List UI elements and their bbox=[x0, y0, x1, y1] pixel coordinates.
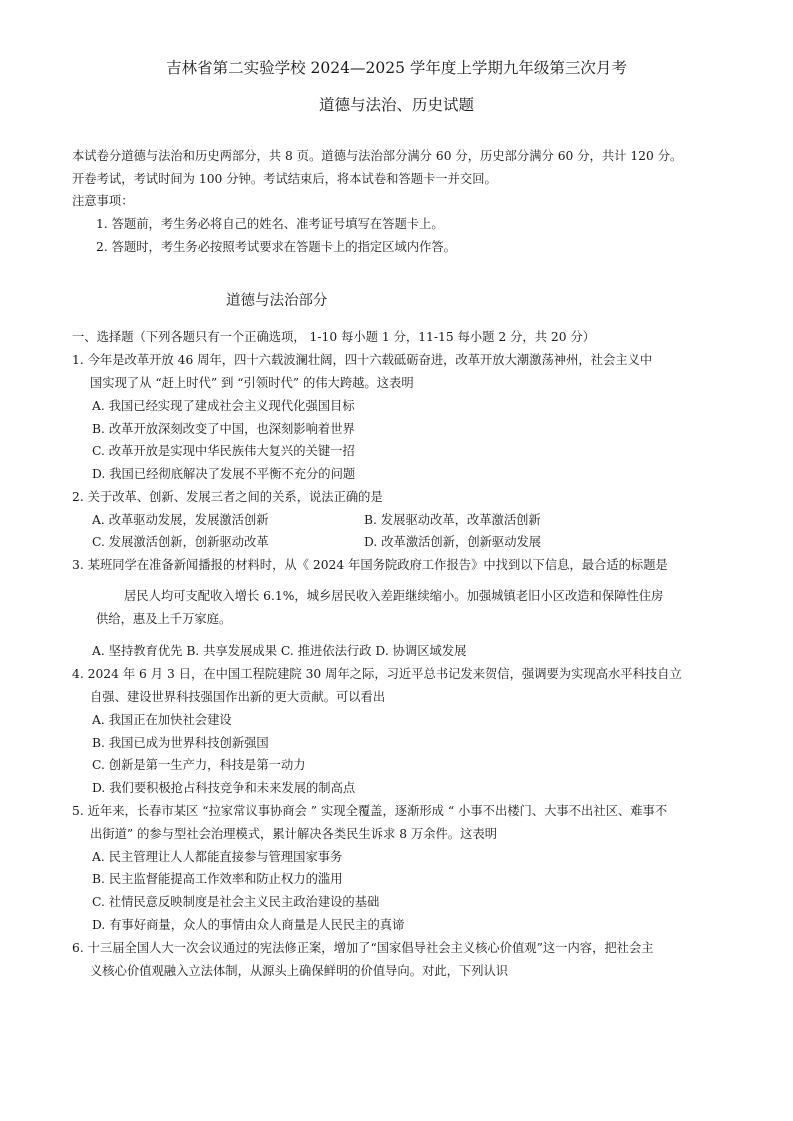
option: B. 我国已成为世界科技创新强国 bbox=[92, 736, 269, 750]
exam-title: 吉林省第二实验学校 2024—2025 学年度上学期九年级第三次月考 bbox=[166, 59, 627, 77]
question-stem: 4. 2024 年 6 月 3 日，在中国工程院建院 30 周年之际，习近平总书记发来贺信，强调要为实现高水平科技自立 bbox=[72, 667, 682, 681]
option: B. 改革开放深刻改变了中国，也深刻影响着世界 bbox=[92, 422, 355, 436]
option: B. 发展驱动改革，改革激活创新 bbox=[364, 513, 541, 527]
option: D. 改革激活创新，创新驱动发展 bbox=[364, 535, 542, 549]
question-stem: 义核心价值观融入立法体制，从源头上确保鲜明的价值导向。对此，下列认识 bbox=[90, 964, 509, 978]
question-stem: 3. 某班同学在准备新闻播报的材料时，从《 2024 年国务院政府工作报告》中找到以下信息，最合适的标题是 bbox=[72, 558, 668, 572]
question-stem: 出街道” 的参与型社会治理模式，累计解决各类民生诉求 8 万余件。这表明 bbox=[90, 827, 498, 841]
option-line: A. 坚持教育优先 B. 共享发展成果 C. 推进依法行政 D. 协调区域发展 bbox=[92, 644, 467, 658]
notice-item: 1. 答题前，考生务必将自己的姓名、准考证号填写在答题卡上。 bbox=[96, 217, 444, 231]
notice-label: 注意事项： bbox=[72, 194, 134, 208]
material-text: 供给，惠及上千万家庭。 bbox=[96, 612, 232, 626]
option: B. 民主监督能提高工作效率和防止权力的滥用 bbox=[92, 872, 343, 886]
notice-item: 2. 答题时，考生务必按照考试要求在答题卡上的指定区域内作答。 bbox=[96, 240, 456, 254]
option: A. 我国已经实现了建成社会主义现代化强国目标 bbox=[92, 399, 355, 413]
intro-line: 开卷考试，考试时间为 100 分钟。考试结束后，将本试卷和答题卡一并交回。 bbox=[72, 172, 497, 186]
option: D. 我们要积极抢占科技竞争和未来发展的制高点 bbox=[92, 781, 356, 795]
part-heading: 一、选择题（下列各题只有一个正确选项， 1-10 每小题 1 分，11-15 每小题 2 分，共 20 分） bbox=[72, 330, 596, 344]
option: C. 创新是第一生产力，科技是第一动力 bbox=[92, 758, 306, 772]
question-stem: 2. 关于改革、创新、发展三者之间的关系，说法正确的是 bbox=[72, 490, 383, 504]
option: C. 改革开放是实现中华民族伟大复兴的关键一招 bbox=[92, 444, 355, 458]
option: A. 改革驱动发展，发展激活创新 bbox=[92, 513, 269, 527]
option: D. 我国已经彻底解决了发展不平衡不充分的问题 bbox=[92, 467, 356, 481]
question-stem: 1. 今年是改革开放 46 周年，四十六载波澜壮阔，四十六载砥砺奋进，改革开放大潮激荡神州，社会主义中 bbox=[72, 353, 653, 367]
question-stem: 5. 近年来，长春市某区 “拉家常议事协商会 ” 实现全覆盖，逐渐形成 “ 小事不出楼门、大事不出社区、难事不 bbox=[72, 804, 668, 818]
section-title: 道德与法治部分 bbox=[226, 293, 328, 309]
question-stem: 6. 十三届全国人大一次会议通过的宪法修正案，增加了“国家倡导社会主义核心价值观”这一内容，把社会主 bbox=[72, 941, 654, 955]
material-text: 居民人均可支配收入增长 6.1%，城乡居民收入差距继续缩小。加强城镇老旧小区改造和保障性住房 bbox=[124, 589, 664, 603]
option: A. 我国正在加快社会建设 bbox=[92, 713, 232, 727]
option: A. 民主管理让人人都能直接参与管理国家事务 bbox=[92, 850, 343, 864]
exam-subtitle: 道德与法治、历史试题 bbox=[318, 96, 474, 114]
option: C. 发展激活创新，创新驱动改革 bbox=[92, 535, 269, 549]
option: C. 社情民意反映制度是社会主义民主政治建设的基础 bbox=[92, 895, 380, 909]
question-stem: 国实现了从 “赶上时代” 到 “引领时代” 的伟大跨越。这表明 bbox=[90, 376, 414, 390]
question-stem: 自强、建设世界科技强国作出新的更大贡献。可以看出 bbox=[90, 690, 386, 704]
intro-line: 本试卷分道德与法治和历史两部分，共 8 页。道德与法治部分满分 60 分，历史部分满分 60 分，共计 120 分。 bbox=[72, 149, 683, 163]
option: D. 有事好商量，众人的事情由众人商量是人民民主的真谛 bbox=[92, 918, 405, 932]
